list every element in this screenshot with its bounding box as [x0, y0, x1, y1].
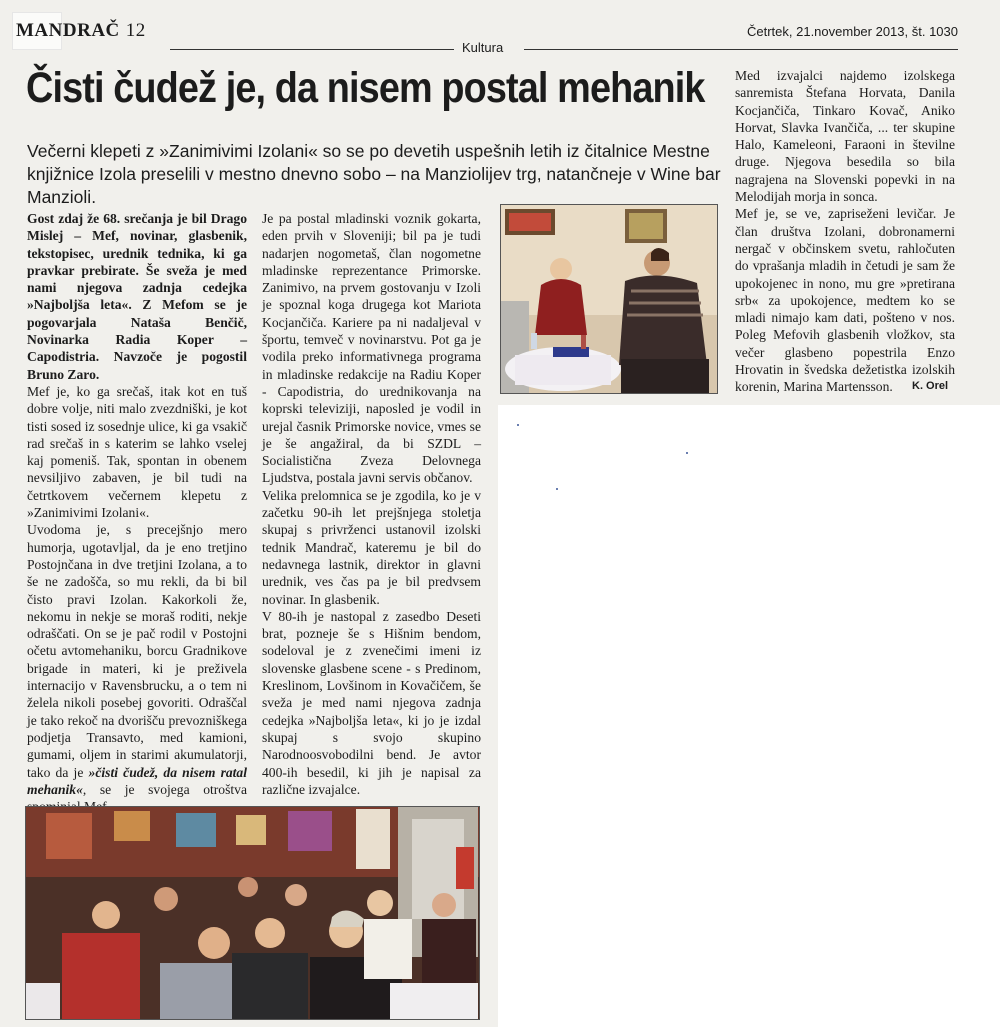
body-paragraph: Je pa postal mladinski voznik gokarta, eden prvih v Sloveniji; bil pa je tudi nadarjen nogometaš, član nogometne mladinske reprezentance Primorske. Zanimivo, na prvem gostovanju v Izoli je spoznal koga drugega kot Mariota Kocjančiča. Kariere pa ni nadaljeval v športu, temveč v novinarstvu. Pot ga je vodila preko informativnega programa in mladinske redakcije na Radiu Koper - Capodistria, do urednikovanja na koprski televiziji, naposled je vodil in urejal časnik Primorske novice, vmes se je še angažiral, da bi SZDL – Socialistična Zveza Delovnega Ljudstva, postala javni servis občanov. — [262, 211, 481, 486]
body-paragraph: Mef je, se ve, zapriseženi levičar. Je član društva Izolani, dobronamerni nergač v občinskem svetu, rahločuten do vprašanja mladih in četudi je sam že upokojenec in nono, mu gre »pretirana srb« za upokojence, medtem ko se mladi nimajo kam dati, pošteno v nos. Poleg Mefovih glasbenih vložkov, sta večer glasbeno popestrila Enzo Hrovatin in švedska dežetistka izolskih korenin, Marina Martensson. — [735, 206, 955, 395]
scan-speck — [686, 452, 688, 454]
scan-speck — [556, 488, 558, 490]
body-paragraph: Velika prelomnica se je zgodila, ko je v začetku 90-ih let prejšnjega stoletja skupaj s privrženci ustanovil izolski tednik Mandrač, kateremu je bil do nedavnega lastnik, direktor in glavni urednik, ves čas pa je bil predvsem novinar. In glasbenik. — [262, 487, 481, 607]
body-paragraph — [27, 521, 247, 815]
column-1 — [27, 210, 247, 815]
lead-paragraph: Gost zdaj že 68. srečanja je bil Drago Mislej – Mef, novinar, glasbenik, tekstopisec, urednik tednika, ki ga pravkar prebirate. Še sveža je med nami njegova zadnja cedejka »Najboljša leta«. Z Mefom se je pogovarjala Nataša Benčič, Novinarka Radia Koper – Capodistria. Navzoče je pogostil Bruno Zaro. — [27, 211, 247, 382]
dateline: Četrtek, 21.november 2013, št. 1030 — [746, 24, 958, 39]
body-paragraph: V 80-ih je nastopal z zasedbo Deseti brat, pozneje še s Hišnim bendom, sodeloval je z zvenečimi imeni iz slovenske glasbene scene - s Predinom, Kreslinom, Lovšinom in Kovačičem, še sveža je med nami njegova zadnja cedejka »Najboljša leta«, ki jo je izdal skupaj s svojo skupino Narodnoosvobodilni bend. Je avtor 400-ih besedil, ki jih je napisal za različne izvajalce. — [262, 608, 481, 797]
body-text: Uvodoma je, s precejšnjo mero humorja, ugotavljal, da je eno tretjino Postojnčana in dve tretjini Izolana, a to še ne zadošča, so mu rekli, da bi bil čisto pravi Izolan. Kakorkoli že, nekomu in nekje se moraš roditi, nekje odraščati. On se je pač rodil v Postojni očetu avtomehaniku, borcu Gradnikove brigade in materi, ki je preživela internacijo v Ravensbrucku, a o tem ni želela nikoli posebej govoriti. Odraščal je tako rekoč na dvorišču prevozniškega podjetja Transavto, med kamioni, gumami, oljem in starimi akumulatorji, tako da je — [27, 522, 247, 780]
scan-speck — [517, 424, 519, 426]
column-3 — [735, 67, 955, 396]
byline: K. Orel — [912, 380, 949, 392]
header-rule-left — [170, 49, 454, 50]
masthead — [16, 20, 146, 42]
masthead-title: MANDRAČ — [16, 20, 120, 41]
pull-quote: »čisti čudež, da nisem ratal mehanik« — [27, 764, 248, 797]
section-label: Kultura — [462, 40, 504, 55]
body-paragraph: Mef je, ko ga srečaš, itak kot en tuš dobre volje, niti malo zvezdniški, je kot tisti sosed iz sosednje ulice, ki ga vsakič rad srečaš in s katerim se lahko vselej kaj pomeniš. Tak, spontan in obenem nevsiljivo zabaven, je bil tudi na četrtkovem večernem klepetu z »Zanimivimi Izolani«. — [27, 383, 247, 521]
photo-interview — [500, 204, 718, 394]
page-number: 12 — [125, 20, 146, 41]
body-text: , se je svojega otroštva — [82, 781, 247, 797]
column-2 — [262, 210, 481, 798]
deck: Večerni klepeti z »Zanimivimi Izolani« so se po devetih uspešnih letih iz čitalnice Mestne knjižnice Izola preselili v mestno dnevno sobo – na Manziolijev trg, natančneje v Wine bar Manzioli. — [27, 141, 721, 207]
photo-audience — [25, 806, 480, 1020]
headline: Čisti čudež je, da nisem postal mehanik — [26, 64, 705, 112]
body-paragraph: Med izvajalci najdemo izolskega sanremista Štefana Horvata, Danila Kocjančiča, Tinkaro Kovač, Aniko Horvat, Slavka Ivančiča, ... ter skupine Halo, Kameleoni, Faraoni in številne druge. Njegova besedila so bila nagrajena na Slovenski popevki in na Melodijah morja in sonca. — [735, 68, 955, 205]
header-rule-right — [524, 49, 958, 50]
